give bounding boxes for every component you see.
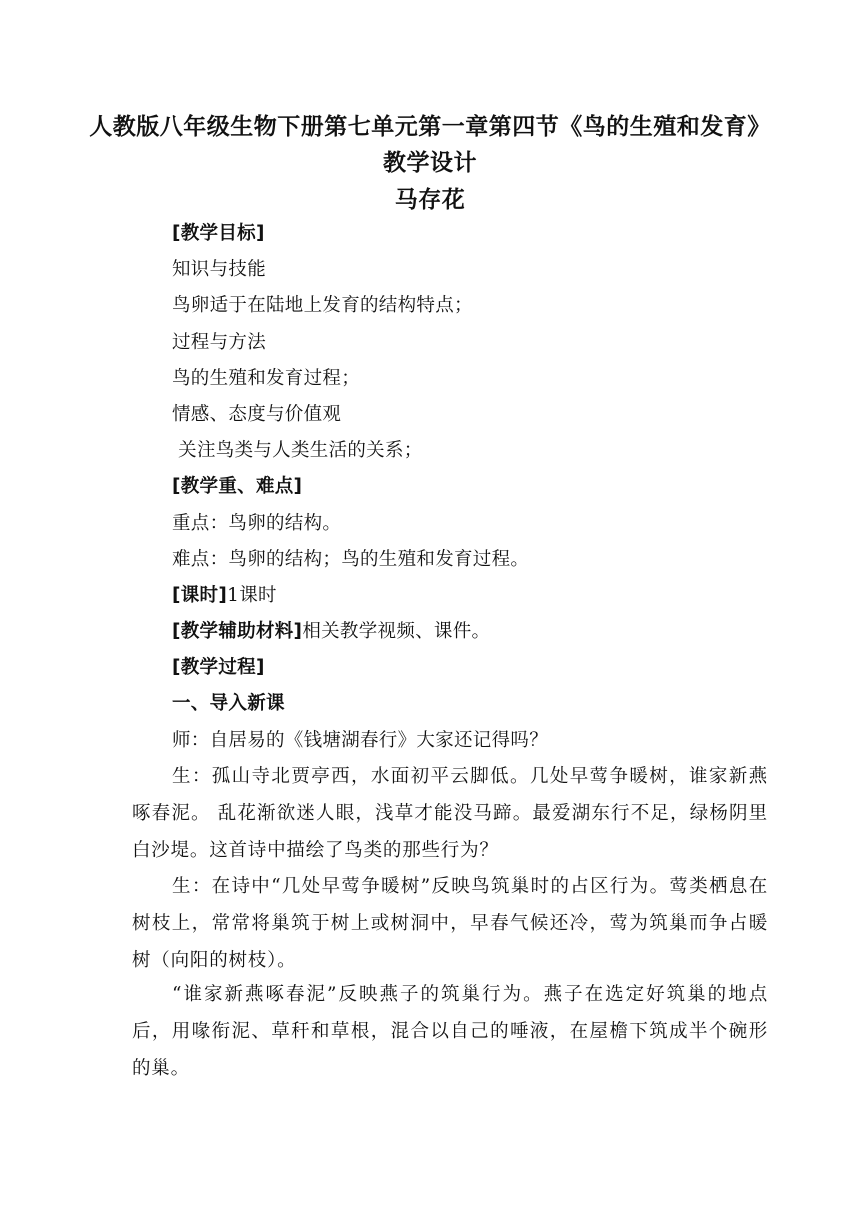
document-author: 马存花 (394, 187, 466, 213)
process-method-heading: 过程与方法 (172, 332, 267, 353)
emotion-heading: 情感、态度与价值观 (172, 404, 342, 425)
class-hours-label: [课时] (172, 585, 228, 606)
materials-label: [教学辅助材料] (172, 621, 303, 642)
knowledge-text: 鸟卵适于在陆地上发育的结构特点； (172, 295, 473, 316)
document-title-line2: 教学设计 (383, 150, 477, 176)
process-method-text: 鸟的生殖和发育过程； (172, 368, 361, 389)
materials-row (172, 618, 490, 646)
document-title-line1: 人教版八年级生物下册第七单元第一章第四节《鸟的生殖和发育》 (89, 114, 771, 140)
materials-value: 相关教学视频、课件。 (302, 621, 491, 642)
class-hours-value: 1课时 (227, 585, 277, 606)
key-point-text: 重点：鸟卵的结构。 (172, 513, 342, 534)
class-hours-row (172, 582, 277, 610)
teaching-process-heading: [教学过程] (172, 657, 265, 678)
difficult-point-text: 难点：鸟卵的结构；鸟的生殖和发育过程。 (172, 549, 530, 570)
objectives-heading: [教学目标] (172, 223, 265, 244)
section-intro-heading: 一、导入新课 (172, 693, 285, 714)
knowledge-heading: 知识与技能 (172, 259, 267, 280)
swallow-nest-paragraph: “谁家新燕啄春泥”反映燕子的筑巢行为。燕子在选定好筑巢的地点后，用喙衔泥、草秆和草根，混合以自己的唾液，在屋檐下筑成半个碗形的巢。 (132, 984, 768, 1079)
student-explanation-paragraph: 生：在诗中“几处早莺争暖树”反映鸟筑巢时的占区行为。莺类栖息在树枝上，常常将巢筑于树上或树洞中，早春气候还冷，莺为筑巢而争占暖树（向阳的树枝）。 (132, 876, 768, 971)
teacher-line: 师：自居易的《钱塘湖春行》大家还记得吗？ (172, 730, 549, 751)
student-answer-paragraph: 生：孤山寺北贾亭西，水面初平云脚低。几处早莺争暖树，谁家新燕啄春泥。 乱花渐欲迷人眼，浅草才能没马蹄。最爱湖东行不足，绿杨阴里白沙堤。这首诗中描绘了鸟类的那些行为？ (132, 766, 768, 861)
key-points-heading: [教学重、难点] (172, 476, 303, 497)
emotion-text: 关注鸟类与人类生活的关系； (172, 440, 423, 461)
